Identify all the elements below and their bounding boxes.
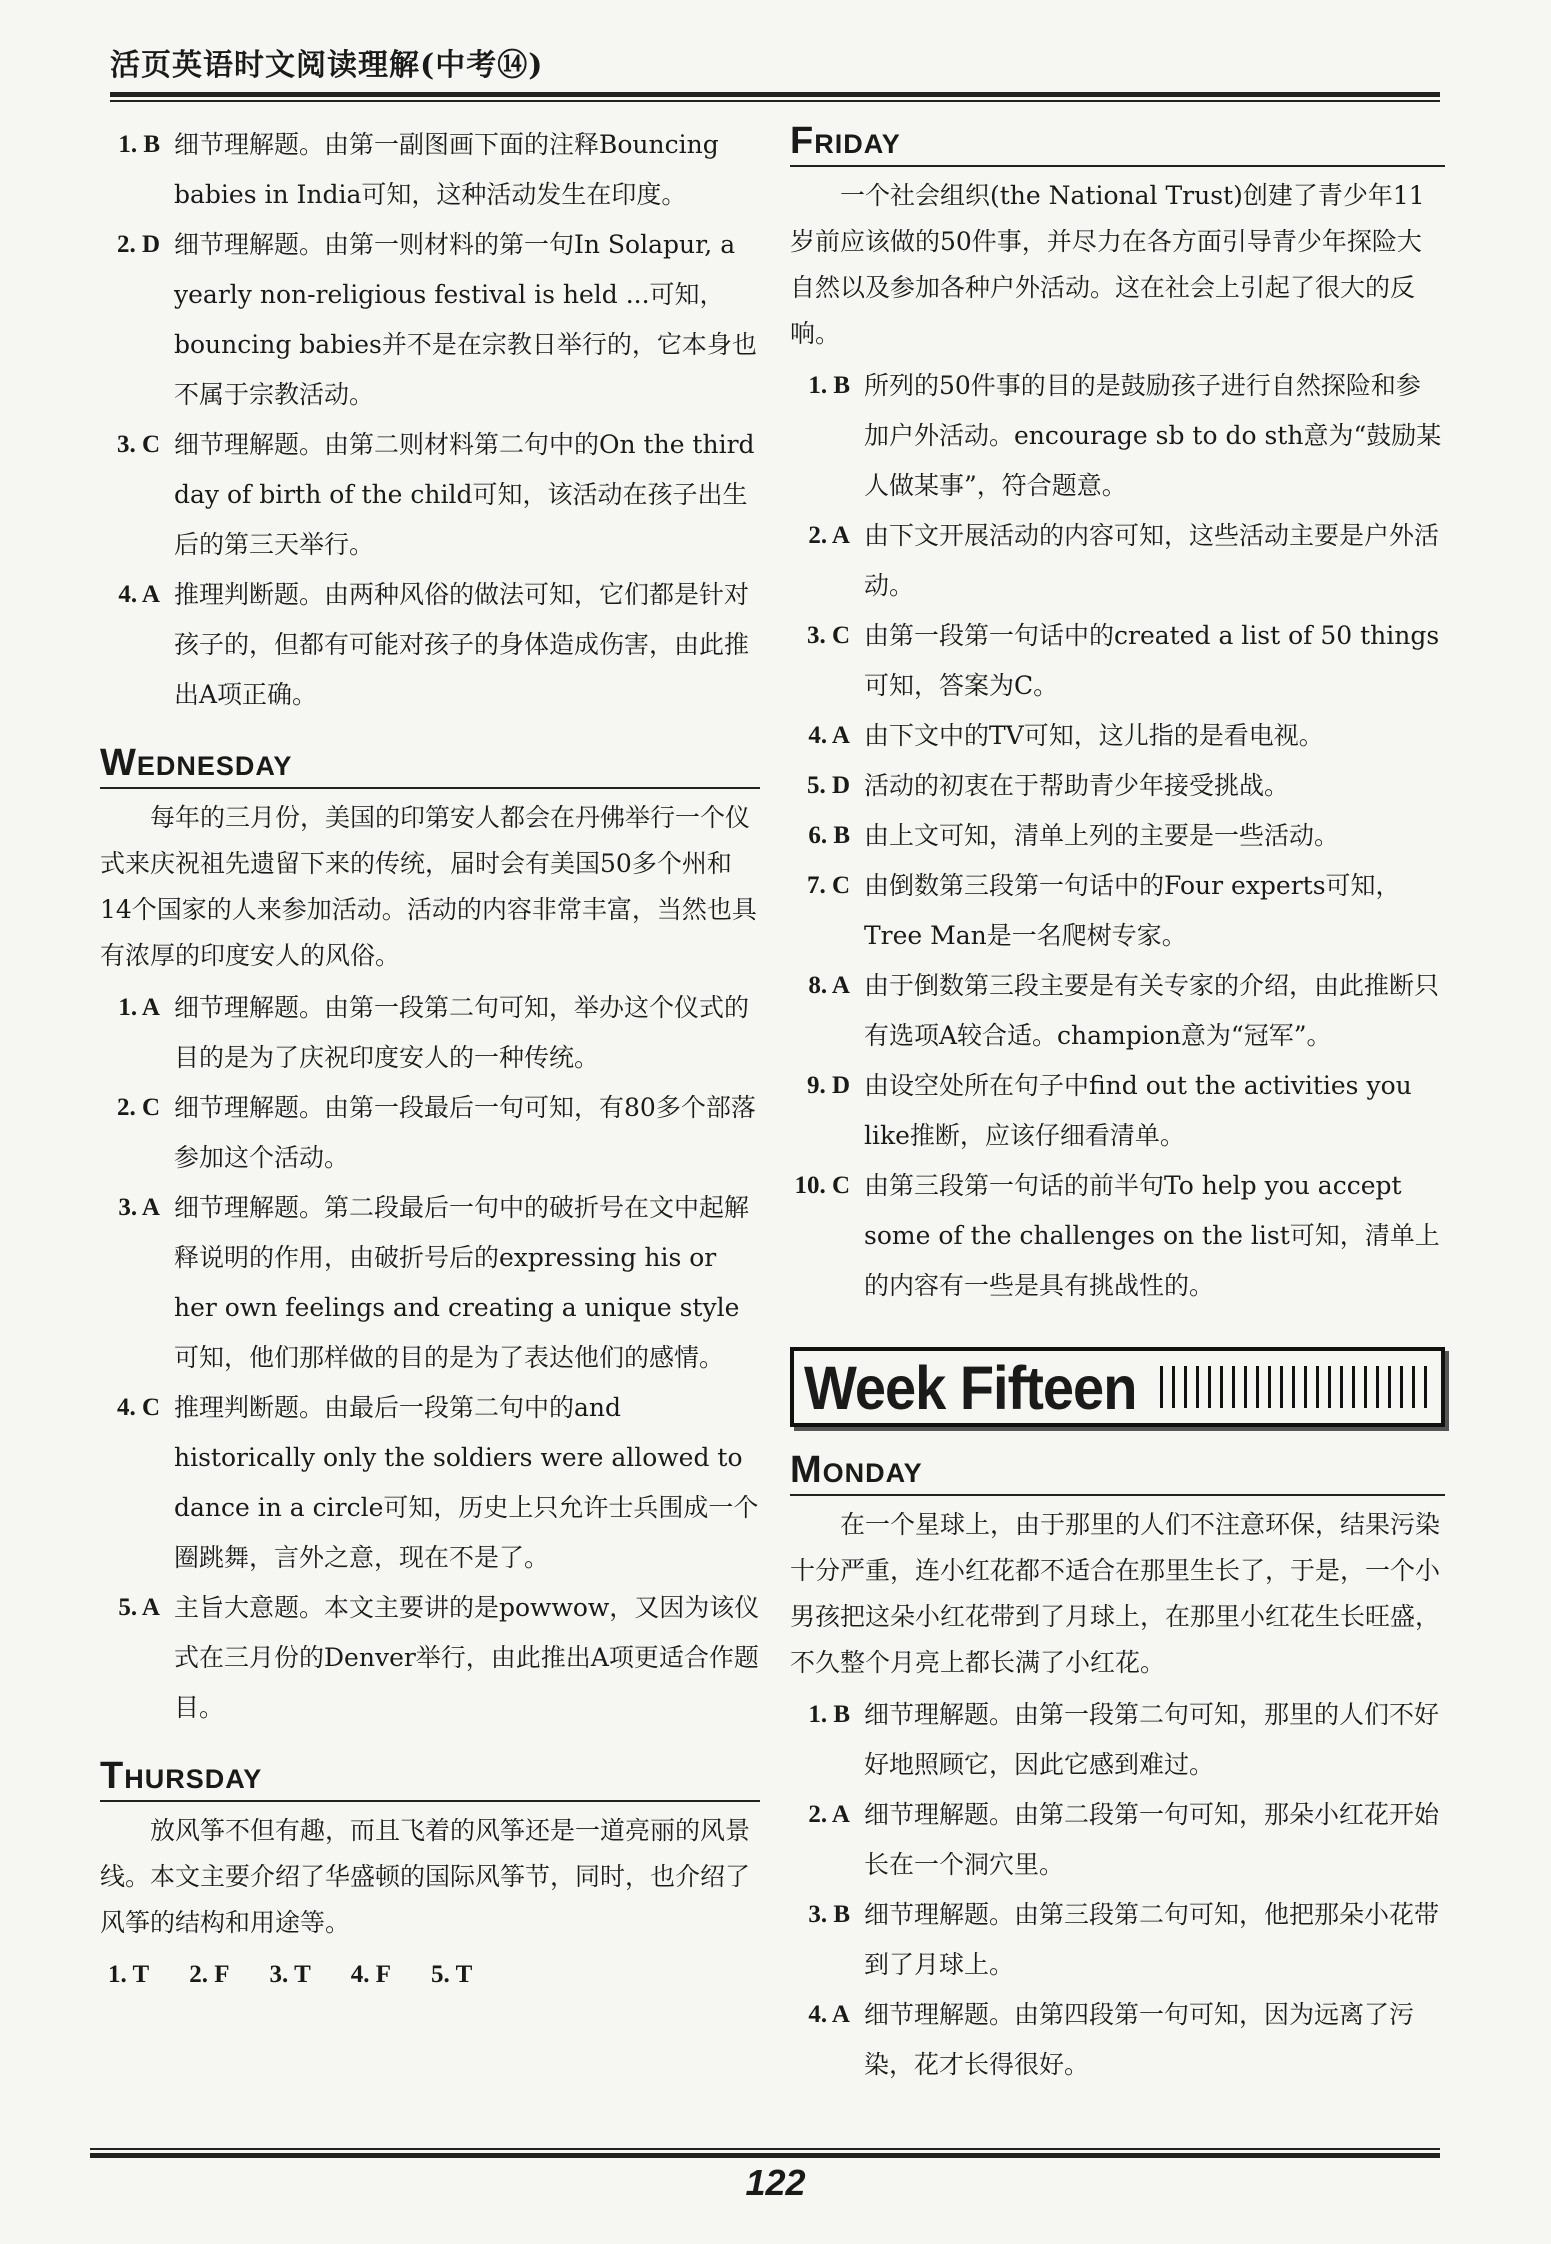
page-number: 122 bbox=[745, 2162, 806, 2203]
section-title-monday: Monday bbox=[790, 1449, 923, 1491]
section-intro: 放风筝不但有趣，而且飞着的风筝还是一道亮丽的风景线。本文主要介绍了华盛顿的国际风筝节，同时，也介绍了风筝的结构和用途等。 bbox=[100, 1816, 751, 1937]
list-item bbox=[790, 961, 1445, 1061]
list-item bbox=[790, 811, 1445, 861]
answer-text: 细节理解题。由第一段第二句可知，那里的人们不好好地照顾它，因此它感到难过。 bbox=[864, 1700, 1440, 1779]
answer-text: 由设空处所在句子中find out the activities you like推断，应该仔细看清单。 bbox=[864, 1071, 1412, 1150]
list-item bbox=[790, 1061, 1445, 1161]
answer-list-friday bbox=[790, 361, 1445, 1311]
answer-number: 8. A bbox=[808, 972, 850, 999]
book-title: 活页英语时文阅读理解(中考⑭) bbox=[110, 48, 544, 83]
answer-number: 4. C bbox=[116, 1394, 160, 1421]
answer-text: 由上文可知，清单上列的主要是一些活动。 bbox=[864, 821, 1340, 850]
list-item bbox=[100, 983, 760, 1083]
tf-answer: 3. T bbox=[269, 1961, 311, 1988]
list-item bbox=[100, 1583, 760, 1733]
answer-text: 细节理解题。第二段最后一句中的破折号在文中起解释说明的作用，由破折号后的expressing his or her own feelings and creating a unique style可知，他们那样做的目的是为了表达他们的感情。 bbox=[174, 1193, 750, 1372]
section-rule bbox=[790, 1494, 1445, 1496]
section-intro: 每年的三月份，美国的印第安人都会在丹佛举行一个仪式来庆祝祖先遗留下来的传统，届时会有美国50多个州和14个国家的人来参加活动。活动的内容非常丰富，当然也具有浓厚的印度安人的风俗。 bbox=[100, 803, 757, 970]
list-item bbox=[790, 1790, 1445, 1890]
answer-number: 3. B bbox=[808, 1901, 850, 1928]
list-item bbox=[790, 711, 1445, 761]
answer-text: 推理判断题。由最后一段第二句中的and historically only the soldiers were allowed to dance in a circle可知，历史上只允许士兵围成一个圈跳舞，言外之意，现在不是了。 bbox=[174, 1393, 759, 1572]
answer-number: 4. A bbox=[808, 2001, 850, 2028]
answer-number: 4. A bbox=[118, 581, 160, 608]
answer-number: 9. D bbox=[806, 1072, 850, 1099]
list-item bbox=[790, 511, 1445, 611]
list-item bbox=[790, 1161, 1445, 1311]
section-intro: 一个社会组织(the National Trust)创建了青少年11岁前应该做的50件事，并尽力在各方面引导青少年探险大自然以及参加各种户外活动。这在社会上引起了很大的反响。 bbox=[790, 181, 1425, 348]
answer-number: 3. C bbox=[116, 431, 160, 458]
answer-text: 由于倒数第三段主要是有关专家的介绍，由此推断只有选项A较合适。champion意为“冠军”。 bbox=[864, 971, 1440, 1050]
tf-answer: 5. T bbox=[431, 1961, 473, 1988]
answer-list-monday bbox=[790, 1690, 1445, 2090]
list-item bbox=[100, 1383, 760, 1583]
banner-stripes bbox=[1160, 1366, 1431, 1408]
list-item bbox=[100, 1183, 760, 1383]
answer-number: 4. A bbox=[808, 722, 850, 749]
list-item bbox=[790, 861, 1445, 961]
list-item bbox=[790, 1890, 1445, 1990]
section-title-wednesday: Wednesday bbox=[100, 742, 293, 784]
answer-number: 5. D bbox=[806, 772, 850, 799]
answer-text: 细节理解题。由第一则材料的第一句In Solapur, a yearly non-religious festival is held ...可知，bouncing babies并不是在宗教日举行的，它本身也不属于宗教活动。 bbox=[174, 230, 757, 409]
answer-text: 由下文中的TV可知，这儿指的是看电视。 bbox=[864, 721, 1324, 750]
section-rule bbox=[790, 165, 1445, 167]
running-header bbox=[110, 40, 1440, 84]
tf-answer: 1. T bbox=[108, 1961, 150, 1988]
answer-number: 7. C bbox=[806, 872, 850, 899]
answer-number: 2. A bbox=[808, 1801, 850, 1828]
list-item bbox=[790, 611, 1445, 711]
answer-number: 5. A bbox=[118, 1594, 160, 1621]
section-rule bbox=[100, 787, 760, 789]
answer-number: 6. B bbox=[808, 822, 850, 849]
answer-text: 由下文开展活动的内容可知，这些活动主要是户外活动。 bbox=[864, 521, 1440, 600]
footer-rule bbox=[90, 2148, 1440, 2158]
week-banner bbox=[790, 1347, 1445, 1427]
answer-number: 1. A bbox=[118, 994, 160, 1021]
answer-list-wednesday bbox=[100, 983, 760, 1733]
answer-text: 细节理解题。由第一段最后一句可知，有80多个部落参加这个活动。 bbox=[174, 1093, 756, 1172]
answer-number: 2. D bbox=[116, 231, 160, 258]
tf-answer: 2. F bbox=[189, 1961, 230, 1988]
answer-number: 3. A bbox=[118, 1194, 160, 1221]
section-title-thursday: Thursday bbox=[100, 1755, 263, 1797]
answer-text: 由第一段第一句话中的created a list of 50 things可知，答案为C。 bbox=[864, 621, 1440, 700]
left-column bbox=[100, 120, 760, 2000]
answer-text: 细节理解题。由第三段第二句可知，他把那朵小花带到了月球上。 bbox=[864, 1900, 1440, 1979]
answer-number: 3. C bbox=[806, 622, 850, 649]
right-column bbox=[790, 120, 1445, 2090]
list-item bbox=[790, 761, 1445, 811]
answer-text: 由第三段第一句话的前半句To help you accept some of the challenges on the list可知，清单上的内容有一些是具有挑战性的。 bbox=[864, 1171, 1440, 1300]
answer-text: 细节理解题。由第一副图画下面的注释Bouncing babies in India可知，这种活动发生在印度。 bbox=[174, 130, 719, 209]
answer-number: 2. C bbox=[116, 1094, 160, 1121]
section-intro: 在一个星球上，由于那里的人们不注意环保，结果污染十分严重，连小红花都不适合在那里生长了，于是，一个小男孩把这朵小红花带到了月球上，在那里小红花生长旺盛，不久整个月亮上都长满了小红花。 bbox=[790, 1510, 1441, 1677]
answer-number: 1. B bbox=[118, 131, 160, 158]
list-item bbox=[790, 1690, 1445, 1790]
list-item bbox=[100, 420, 760, 570]
header-rule bbox=[110, 92, 1440, 102]
true-false-answers bbox=[100, 1950, 760, 2000]
section-title-friday: Friday bbox=[790, 120, 901, 162]
week-title: Week Fifteen bbox=[804, 1352, 1137, 1422]
answer-number: 2. A bbox=[808, 522, 850, 549]
list-item bbox=[100, 220, 760, 420]
list-item bbox=[790, 361, 1445, 511]
answer-text: 主旨大意题。本文主要讲的是powwow，又因为该仪式在三月份的Denver举行，由此推出A项更适合作题目。 bbox=[174, 1593, 760, 1722]
section-rule bbox=[100, 1800, 760, 1802]
answer-text: 活动的初衷在于帮助青少年接受挑战。 bbox=[864, 771, 1290, 800]
answer-text: 由倒数第三段第一句话中的Four experts可知，Tree Man是一名爬树专家。 bbox=[864, 871, 1401, 950]
answer-text: 细节理解题。由第二段第一句可知，那朵小红花开始长在一个洞穴里。 bbox=[864, 1800, 1440, 1879]
answer-number: 1. B bbox=[808, 372, 850, 399]
tf-answer: 4. F bbox=[350, 1961, 392, 1988]
list-item bbox=[100, 120, 760, 220]
answer-number: 1. B bbox=[808, 1701, 850, 1728]
answer-text: 细节理解题。由第二则材料第二句中的On the third day of birth of the child可知，该活动在孩子出生后的第三天举行。 bbox=[174, 430, 755, 559]
answer-text: 推理判断题。由两种风俗的做法可知，它们都是针对孩子的，但都有可能对孩子的身体造成伤害，由此推出A项正确。 bbox=[174, 580, 750, 709]
answer-text: 细节理解题。由第一段第二句可知，举办这个仪式的目的是为了庆祝印度安人的一种传统。 bbox=[174, 993, 750, 1072]
list-item bbox=[100, 570, 760, 720]
answer-text: 所列的50件事的目的是鼓励孩子进行自然探险和参加户外活动。encourage sb to do sth意为“鼓励某人做某事”，符合题意。 bbox=[864, 371, 1442, 500]
answer-text: 细节理解题。由第四段第一句可知，因为远离了污染，花才长得很好。 bbox=[864, 2000, 1415, 2079]
list-item bbox=[790, 1990, 1445, 2090]
answer-number: 10. C bbox=[794, 1172, 850, 1199]
list-item bbox=[100, 1083, 760, 1183]
answer-list-top bbox=[100, 120, 760, 720]
